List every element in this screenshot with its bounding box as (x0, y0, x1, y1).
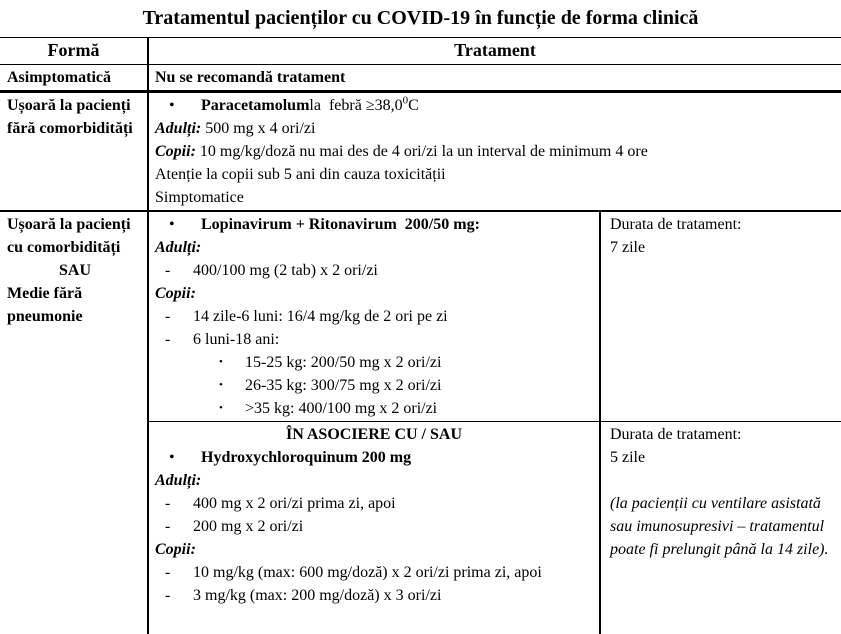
bullet-icon: • (169, 216, 175, 233)
treatment-table (0, 37, 841, 634)
dash-icon: - (165, 518, 171, 535)
children-label: Copii: (155, 285, 196, 302)
duration-value: 7 zile (610, 239, 646, 256)
paracetamol-heading-line (155, 94, 835, 117)
celsius-unit: C (408, 97, 419, 114)
child-dose-line: - 6 luni-18 ani: (155, 328, 593, 351)
adult-dose-text: 500 mg x 4 ori/zi (205, 120, 316, 137)
child-dose-text: 10 mg/kg/doză nu mai des de 4 ori/zi la un interval de minimum 4 ore (199, 143, 648, 160)
dash-icon: - (165, 308, 171, 325)
drug-name: Hydroxychloroquinum 200 mg (201, 449, 412, 466)
bullet-icon: • (219, 379, 223, 391)
forma-sau: SAU (58, 262, 91, 279)
adults-label: Adulți: (155, 239, 202, 256)
dash-icon: - (165, 564, 171, 581)
adult-dose-line: - 200 mg x 2 ori/zi (155, 515, 593, 538)
children-label: Copii: (155, 541, 196, 558)
adults-label: Adulți: (155, 120, 202, 137)
duration-label: Durata de tratament: (610, 216, 742, 233)
symptomatic-line: Simptomatice (155, 189, 244, 206)
children-label: Copii: (155, 143, 196, 160)
row-asimptomatica (0, 65, 841, 92)
dash-icon: - (165, 587, 171, 604)
adult-dose-line (155, 117, 835, 140)
superscript-zero: 0 (402, 94, 409, 107)
document-title: Tratamentul pacienților cu COVID-19 în funcție de forma clinică (142, 7, 699, 29)
treatment-cell-paracetamol (148, 92, 841, 212)
forma-cell-asimptomatica: Asimptomatică (0, 65, 148, 92)
row-usoara-fara-comorbiditati (0, 92, 841, 212)
forma-text-part2: Medie fără pneumonie (7, 285, 83, 325)
column-header-tratament: Tratament (148, 38, 841, 65)
forma-cell-usoara-fara: Ușoară la pacienți fără comorbidități (0, 92, 148, 212)
duration-note: (la pacienții cu ventilare asistată sau imunosupresivi – tratamentul poate fi prelungit până la 14 zile). (610, 495, 829, 558)
drug-name: Paracetamolum (201, 97, 310, 114)
bullet-icon: • (219, 356, 223, 368)
drug-name: Lopinavirum + Ritonavirum 200/50 mg: (201, 216, 480, 233)
row-usoara-cu-comorbiditati (0, 211, 841, 422)
forma-cell-usoara-cu (0, 211, 148, 634)
treatment-cell-hydroxychloroquine (148, 422, 600, 634)
bullet-icon: • (219, 402, 223, 414)
child-dose-line: - 3 mg/kg (max: 200 mg/doză) x 3 ori/zi (155, 584, 593, 607)
column-header-forma: Formă (0, 38, 148, 65)
header-row (0, 38, 841, 65)
bullet-icon: • (169, 449, 175, 466)
dash-icon: - (165, 331, 171, 348)
duration-label: Durata de tratament: (610, 426, 742, 443)
lopinavir-heading-line (155, 213, 593, 236)
hydroxychloroquine-heading-line (155, 446, 593, 469)
adult-dose-line: - 400/100 mg (2 tab) x 2 ori/zi (155, 259, 593, 282)
association-heading: ÎN ASOCIERE CU / SAU (285, 426, 463, 443)
child-dose-line (155, 140, 835, 163)
duration-value: 5 zile (610, 449, 646, 466)
forma-text-part1: Ușoară la pacienți cu comorbidități (7, 216, 131, 256)
treatment-cell-lopinavir (148, 211, 600, 422)
child-dose-line: - 14 zile-6 luni: 16/4 mg/kg de 2 ori pe zi (155, 305, 593, 328)
adult-dose-line: - 400 mg x 2 ori/zi prima zi, apoi (155, 492, 593, 515)
duration-cell-hydroxychloroquine (600, 422, 841, 634)
treatment-cell-asimptomatica: Nu se recomandă tratament (148, 65, 841, 92)
weight-dose-line: • >35 kg: 400/100 mg x 2 ori/zi (155, 397, 593, 420)
child-dose-line: - 10 mg/kg (max: 600 mg/doză) x 2 ori/zi prima zi, apoi (155, 561, 593, 584)
adults-label: Adulți: (155, 472, 202, 489)
dash-icon: - (165, 495, 171, 512)
fever-condition: la febră ≥38,0 (309, 97, 403, 114)
dash-icon: - (165, 262, 171, 279)
weight-dose-line: • 26-35 kg: 300/75 mg x 2 ori/zi (155, 374, 593, 397)
bullet-icon: • (169, 97, 175, 114)
attention-line: Atenție la copii sub 5 ani din cauza toxicității (155, 166, 446, 183)
duration-cell-lopinavir (600, 211, 841, 422)
weight-dose-line: • 15-25 kg: 200/50 mg x 2 ori/zi (155, 351, 593, 374)
